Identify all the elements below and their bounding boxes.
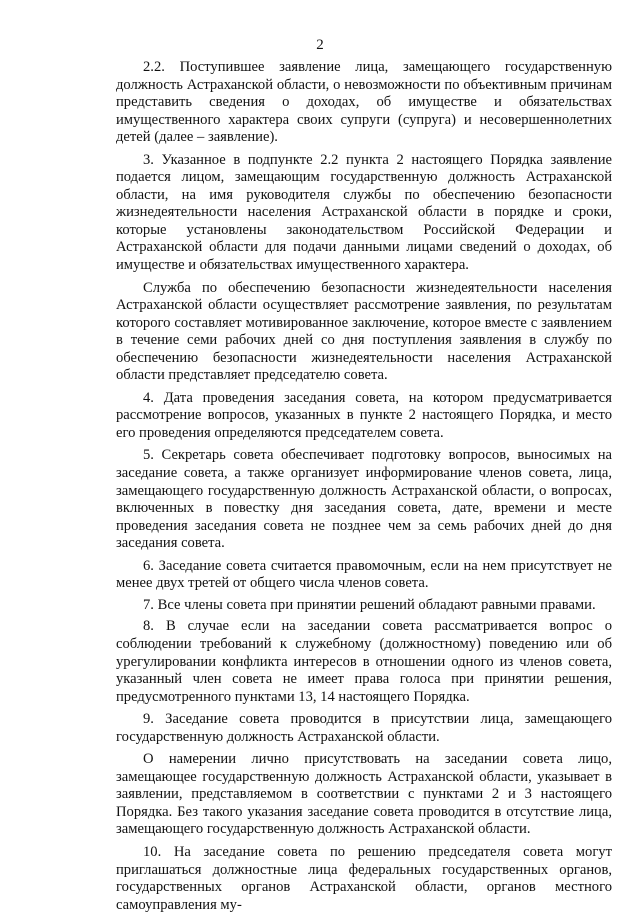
document-body bbox=[116, 59, 612, 919]
page-number: 2 bbox=[316, 37, 324, 53]
paragraph-7: 7. Все члены совета при принятии решений обладают равными правами. bbox=[143, 596, 596, 613]
paragraph-5: 5. Секретарь совета обеспечивает подготовку вопросов, выносимых на заседание совета, а также организует информирование членов совета, лица, замещающего государственную должность Астраханской области, о вопросах, включенных в повестку дня заседания совета, дате, времени и месте проведения заседания совета не позднее чем за семь рабочих дней до дня заседания совета. bbox=[116, 447, 612, 552]
paragraph-attendance-intent: О намерении лично присутствовать на заседании совета лицо, замещающее государственную должность Астраханской области, указывает в заявлении, представляемом в соответствии с пунктами 2 и 3 настоящего Порядка. Без такого указания заседание совета проводится в отсутствие лица, замещающего государственную должность Астраханской области. bbox=[116, 751, 612, 838]
paragraph-9: 9. Заседание совета проводится в присутствии лица, замещающего государственную должность Астраханской области. bbox=[116, 711, 612, 745]
paragraph-6: 6. Заседание совета считается правомочным, если на нем присутствует не менее двух третей от общего числа членов совета. bbox=[116, 557, 612, 592]
paragraph-service-review: Служба по обеспечению безопасности жизнедеятельности населения Астраханской области осуществляет рассмотрение заявления, по результатам которого составляет мотивированное заключение, которое вместе с заявлением в течение семи рабочих дней со дня поступления заявления в службу по обеспечению безопасности жизнедеятельности населения Астраханской области представляет председателю совета. bbox=[116, 279, 612, 384]
paragraph-2-2: 2.2. Поступившее заявление лица, замещающего государственную должность Астраханской области, о невозможности по объективным причинам представить сведения о доходах, об имуществе и обязательствах имущественного характера своих супруги (супруга) и несовершеннолетних детей (далее – заявление). bbox=[116, 59, 612, 146]
paragraph-4: 4. Дата проведения заседания совета, на котором предусматривается рассмотрение вопросов, указанных в пункте 2 настоящего Порядка, и место его проведения определяются председателем совета. bbox=[116, 389, 612, 441]
paragraph-10: 10. На заседание совета по решению председателя совета могут приглашаться должностные лица федеральных государственных органов, государственных органов Астраханской области, органов местного самоуправления му- bbox=[116, 843, 612, 913]
paragraph-8: 8. В случае если на заседании совета рассматривается вопрос о соблюдении требований к служебному (должностному) поведению или об урегулировании конфликта интересов в отношении одного из членов совета, указанный член совета не имеет права голоса при принятии решения, предусмотренного пунктами 13, 14 настоящего Порядка. bbox=[116, 618, 612, 705]
paragraph-3: 3. Указанное в подпункте 2.2 пункта 2 настоящего Порядка заявление подается лицом, замещающим государственную должность Астраханской области, на имя руководителя службы по обеспечению безопасности жизнедеятельности населения Астраханской области в порядке и сроки, которые установлены законодательством Российской Федерации и Астраханской области для подачи данными лицами сведений о доходах, об имуществе и обязательствах имущественного характера. bbox=[116, 151, 612, 274]
